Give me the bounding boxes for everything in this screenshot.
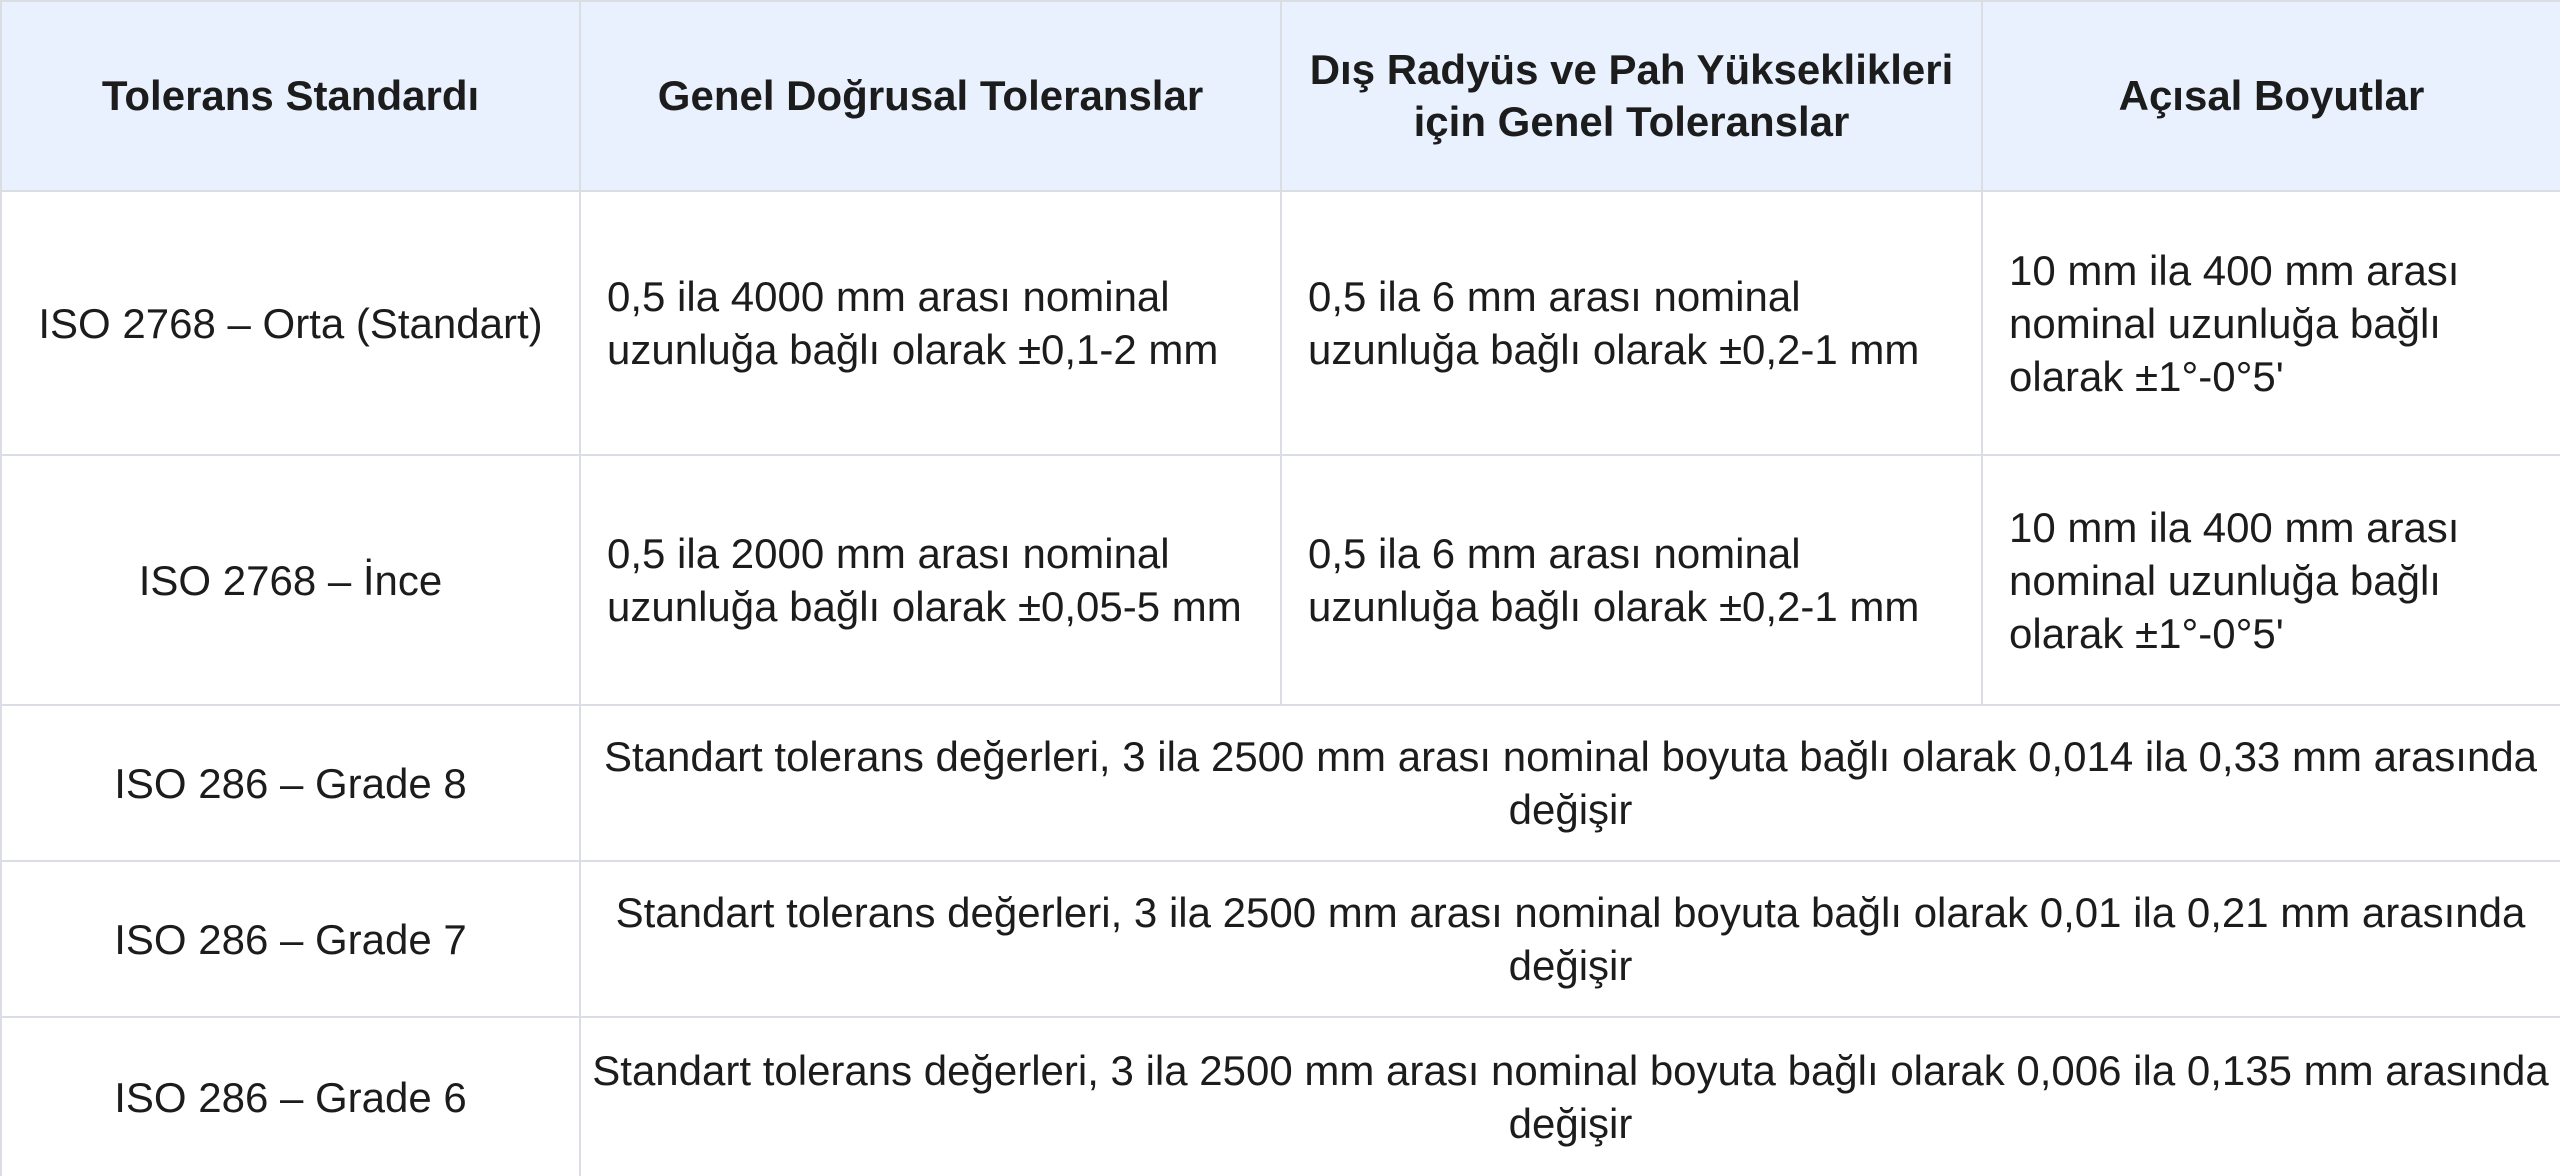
cell-standard: ISO 286 – Grade 6 xyxy=(1,1017,580,1176)
table-row xyxy=(1,455,2560,705)
cell-standard: ISO 2768 – İnce xyxy=(1,455,580,705)
cell-merged-description: Standart tolerans değerleri, 3 ila 2500 mm arası nominal boyuta bağlı olarak 0,006 ila 0,135 mm arasında değişir xyxy=(580,1017,2560,1176)
cell-angular: 10 mm ila 400 mm arası nominal uzunluğa bağlı olarak ±1°-0°5' xyxy=(1982,191,2560,455)
header-general-linear: Genel Doğrusal Toleranslar xyxy=(580,1,1281,191)
cell-radius: 0,5 ila 6 mm arası nominal uzunluğa bağlı olarak ±0,2-1 mm xyxy=(1281,191,1982,455)
header-angular: Açısal Boyutlar xyxy=(1982,1,2560,191)
header-radius-chamfer: Dış Radyüs ve Pah Yükseklikleri için Genel Toleranslar xyxy=(1281,1,1982,191)
cell-merged-description: Standart tolerans değerleri, 3 ila 2500 mm arası nominal boyuta bağlı olarak 0,01 ila 0,21 mm arasında değişir xyxy=(580,861,2560,1017)
cell-linear: 0,5 ila 4000 mm arası nominal uzunluğa bağlı olarak ±0,1-2 mm xyxy=(580,191,1281,455)
cell-merged-description: Standart tolerans değerleri, 3 ila 2500 mm arası nominal boyuta bağlı olarak 0,014 ila 0,33 mm arasında değişir xyxy=(580,705,2560,861)
table-row xyxy=(1,1017,2560,1176)
table-header-row xyxy=(1,1,2560,191)
table-row xyxy=(1,705,2560,861)
table-row xyxy=(1,191,2560,455)
cell-standard: ISO 286 – Grade 7 xyxy=(1,861,580,1017)
cell-standard: ISO 2768 – Orta (Standart) xyxy=(1,191,580,455)
cell-standard: ISO 286 – Grade 8 xyxy=(1,705,580,861)
cell-linear: 0,5 ila 2000 mm arası nominal uzunluğa bağlı olarak ±0,05-5 mm xyxy=(580,455,1281,705)
table-row xyxy=(1,861,2560,1017)
header-tolerance-standard: Tolerans Standardı xyxy=(1,1,580,191)
cell-angular: 10 mm ila 400 mm arası nominal uzunluğa bağlı olarak ±1°-0°5' xyxy=(1982,455,2560,705)
cell-radius: 0,5 ila 6 mm arası nominal uzunluğa bağlı olarak ±0,2-1 mm xyxy=(1281,455,1982,705)
